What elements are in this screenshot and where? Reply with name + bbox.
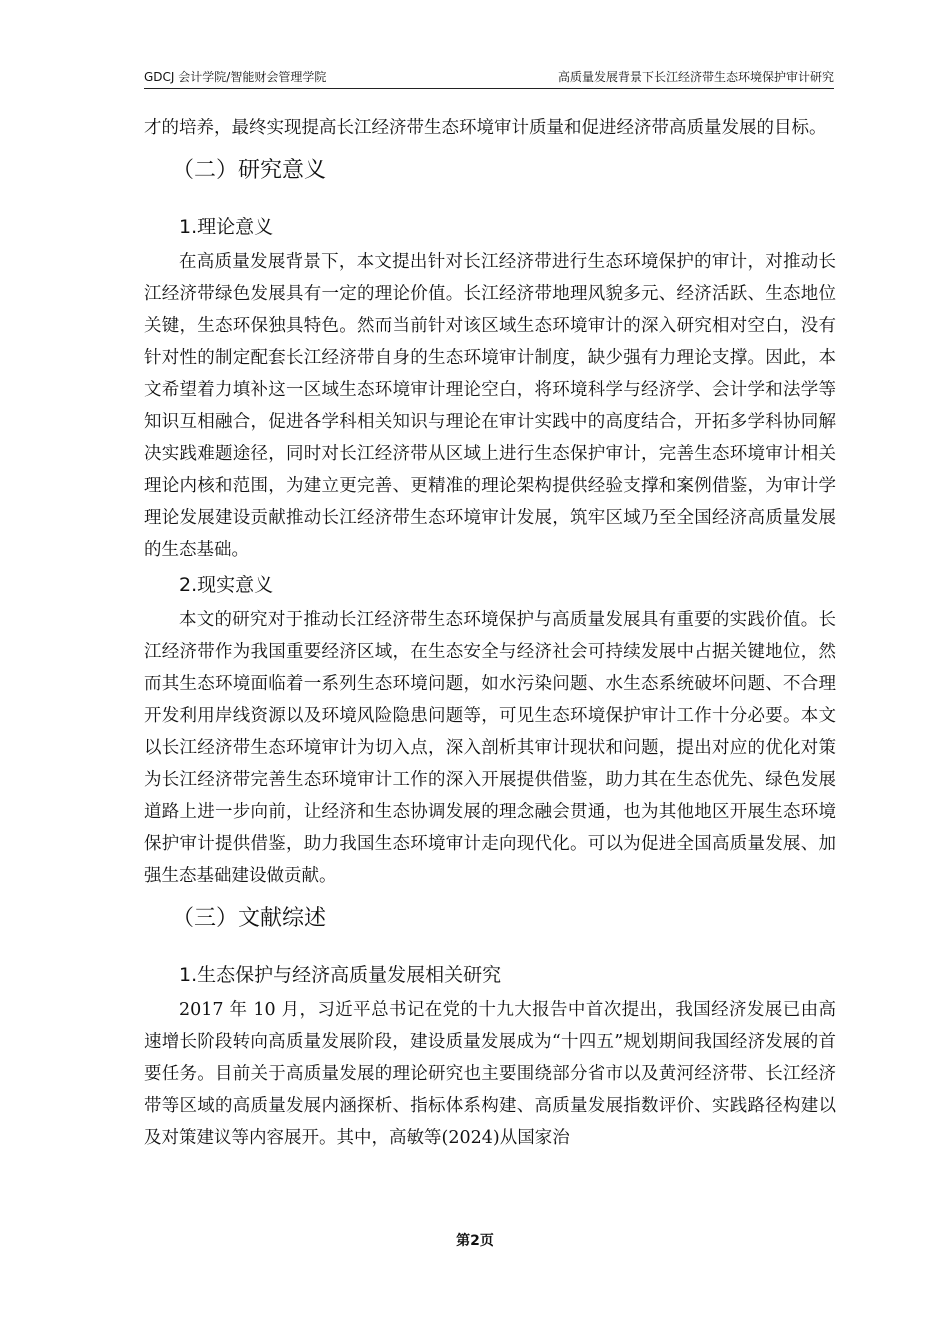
subheading-eco-protection-research: 1.生态保护与经济高质量发展相关研究 — [179, 964, 502, 986]
paragraph-practical-significance: 本文的研究对于推动长江经济带生态环境保护与高质量发展具有重要的实践价值。长江经济带作为我国重要经济区域，在生态安全与经济社会可持续发展中占据关键地位，然而其生态环境面临着一系列生态环境问题，如水污染问题、水生态系统破坏问题、不合理开发利用岸线资源以及环境风险隐患问题等，可见生态环境保护审计工作十分必要。本文以长江经济带生态环境审计为切入点，深入剖析其审计现状和问题，提出对应的优化对策为长江经济带完善生态环境审计工作的深入开展提供借鉴，助力其在生态优先、绿色发展道路上进一步向前，让经济和生态协调发展的理念融会贯通，也为其他地区开展生态环境保护审计提供借鉴，助力我国生态环境审计走向现代化。可以为促进全国高质量发展、加强生态基础建设做贡献。 — [144, 610, 836, 886]
header-paper-title: 高质量发展背景下长江经济带生态环境保护审计研究 — [557, 70, 834, 84]
paragraph-continuation: 才的培养，最终实现提高长江经济带生态环境审计质量和促进经济带高质量发展的目标。 — [144, 118, 827, 138]
section-heading-research-significance: （二）研究意义 — [172, 158, 327, 183]
header-institution: GDCJ 会计学院/智能财会管理学院 — [144, 70, 327, 84]
paragraph-eco-protection-research: 2017 年 10 月，习近平总书记在党的十九大报告中首次提出，我国经济发展已由高速增长阶段转向高质量发展阶段，建设质量发展成为“十四五”规划期间我国经济发展的首要任务。目前关于高质量发展的理论研究也主要围绕部分省市以及黄河经济带、长江经济带等区域的高质量发展内涵探析、指标体系构建、高质量发展指数评价、实践路径构建以及对策建议等内容展开。其中，高敏等(2024)从国家治 — [144, 1000, 836, 1148]
paragraph-theoretical-significance: 在高质量发展背景下，本文提出针对长江经济带进行生态环境保护的审计，对推动长江经济带绿色发展具有一定的理论价值。长江经济带地理风貌多元、经济活跃、生态地位关键，生态环保独具特色。然而当前针对该区域生态环境审计的深入研究相对空白，没有针对性的制定配套长江经济带自身的生态环境审计制度，缺少强有力理论支撑。因此，本文希望着力填补这一区域生态环境审计理论空白，将环境科学与经济学、会计学和法学等知识互相融合，促进各学科相关知识与理论在审计实践中的高度结合，开拓多学科协同解决实践难题途径，同时对长江经济带从区域上进行生态保护审计，完善生态环境审计相关理论内核和范围，为建立更完善、更精准的理论架构提供经验支撑和案例借鉴，为审计学理论发展建设贡献推动长江经济带生态环境审计发展，筑牢区域乃至全国经济高质量发展的生态基础。 — [144, 252, 836, 560]
section-heading-literature-review: （三）文献综述 — [172, 906, 327, 931]
page-number: 第2页 — [456, 1233, 494, 1249]
subheading-practical-significance: 2.现实意义 — [179, 574, 274, 596]
document-body — [144, 112, 836, 1154]
page-header — [144, 70, 834, 89]
subheading-theoretical-significance: 1.理论意义 — [179, 216, 274, 238]
